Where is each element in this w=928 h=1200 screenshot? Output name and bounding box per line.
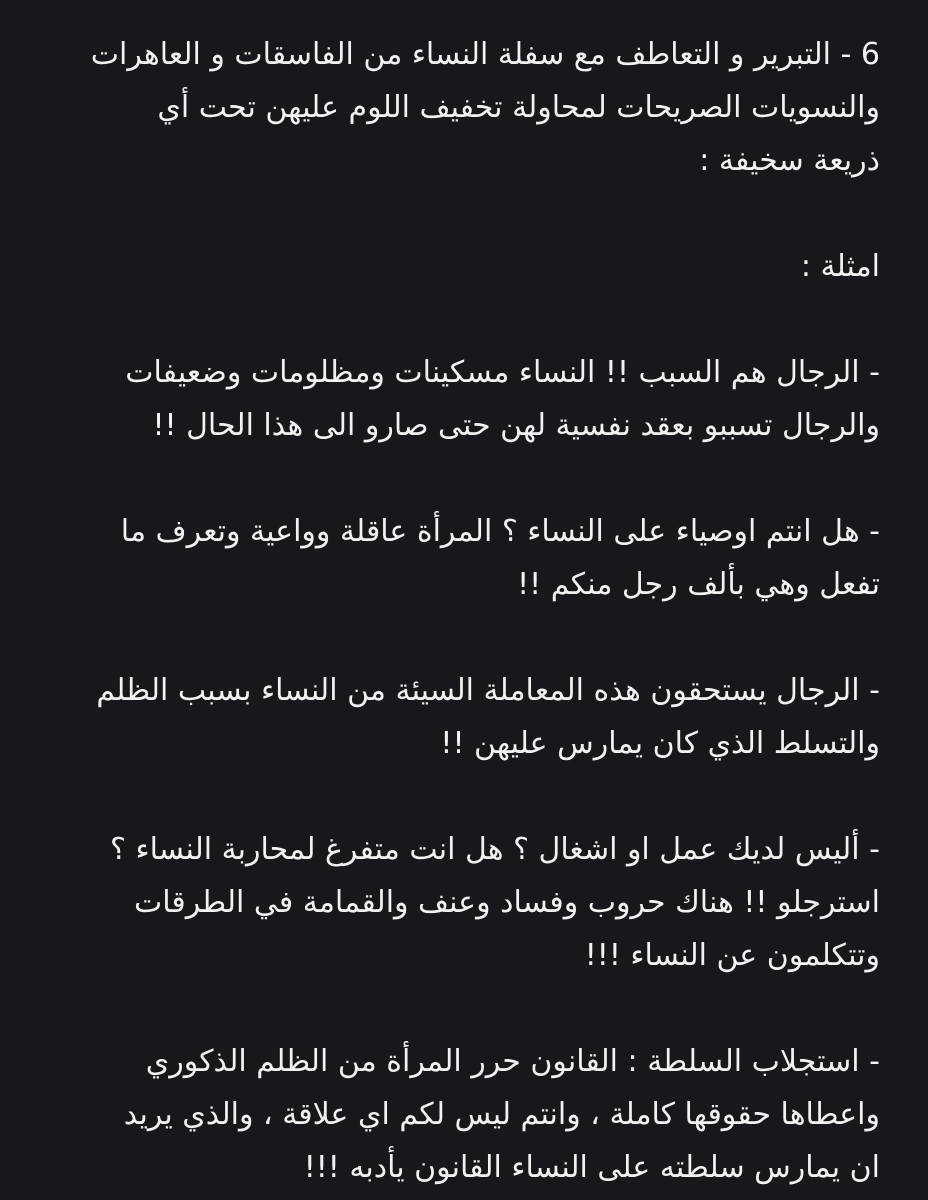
text-line: - أليس لديك عمل او اشغال ؟ هل انت متفرغ لمحاربة النساء ؟ — [110, 832, 880, 867]
paragraph-gap — [22, 611, 880, 664]
text-line: والتسلط الذي كان يمارس عليهن !! — [440, 726, 880, 761]
paragraph-gap — [22, 452, 880, 505]
text-line: - هل انتم اوصياء على النساء ؟ المرأة عاقلة وواعية وتعرف ما — [120, 514, 880, 549]
paragraph-intro — [22, 28, 880, 187]
paragraph-example-4 — [22, 823, 880, 982]
text-line: والنسويات الصريحات لمحاولة تخفيف اللوم عليهن تحت أي — [157, 90, 880, 125]
paragraph-examples-heading — [22, 240, 880, 293]
text-line: - الرجال يستحقون هذه المعاملة السيئة من النساء بسبب الظلم — [96, 673, 880, 708]
paragraph-example-1 — [22, 346, 880, 452]
text-line: ذريعة سخيفة : — [699, 143, 880, 178]
paragraph-gap — [22, 982, 880, 1035]
text-line: استرجلو !! هناك حروب وفساد وعنف والقمامة في الطرقات — [133, 885, 880, 920]
text-line: وتتكلمون عن النساء !!! — [584, 938, 880, 973]
paragraph-gap — [22, 293, 880, 346]
text-line: والرجال تسببو بعقد نفسية لهن حتى صارو الى هذا الحال !! — [152, 408, 880, 443]
paragraph-example-5 — [22, 1035, 880, 1194]
text-line: واعطاها حقوقها كاملة ، وانتم ليس لكم اي علاقة ، والذي يريد — [123, 1097, 880, 1132]
paragraph-example-3 — [22, 664, 880, 770]
paragraph-gap — [22, 770, 880, 823]
text-line: - استجلاب السلطة : القانون حرر المرأة من الظلم الذكوري — [145, 1044, 880, 1079]
text-line: - الرجال هم السبب !! النساء مسكينات ومظلومات وضعيفات — [125, 355, 880, 390]
text-line: ان يمارس سلطته على النساء القانون يأدبه !!! — [303, 1150, 880, 1185]
paragraph-example-2 — [22, 505, 880, 611]
text-line: امثلة : — [800, 249, 880, 284]
text-line: تفعل وهي بألف رجل منكم !! — [517, 567, 880, 602]
paragraph-gap — [22, 187, 880, 240]
text-line: 6 - التبرير و التعاطف مع سفلة النساء من الفاسقات و العاهرات — [90, 37, 880, 72]
